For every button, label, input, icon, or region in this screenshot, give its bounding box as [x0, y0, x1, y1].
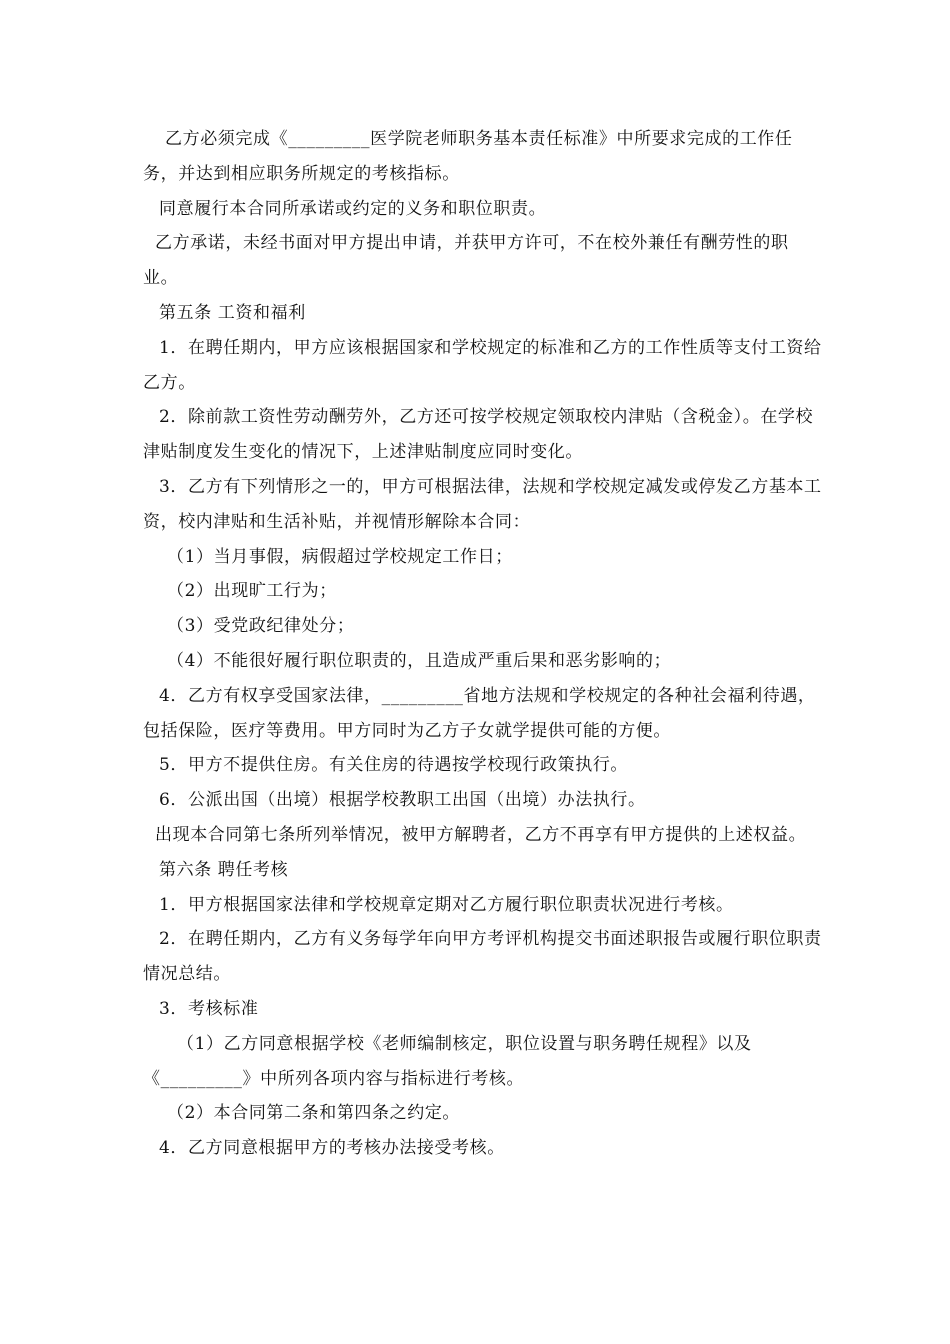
paragraph-5-2: 2．除前款工资性劳动酬劳外，乙方还可按学校规定领取校内津贴（含税金）。在学校津贴制度发生变化的情况下，上述津贴制度应同时变化。: [143, 407, 814, 463]
paragraph-6-1: 1．甲方根据国家法律和学校规章定期对乙方履行职位职责状况进行考核。: [159, 894, 734, 915]
paragraph-obligations: 同意履行本合同所承诺或约定的义务和职位职责。: [159, 198, 547, 219]
paragraph-dismissal-rights: 出现本合同第七条所列举情况，被甲方解聘者，乙方不再享有甲方提供的上述权益。: [155, 824, 807, 845]
section-heading-article-6: 第六条 聘任考核: [159, 859, 289, 880]
paragraph-5-5: 5．甲方不提供住房。有关住房的待遇按学校现行政策执行。: [159, 755, 629, 776]
paragraph-5-4: 4．乙方有权享受国家法律，_________省地方法规和学校规定的各种社会福利待遇，包括保险，医疗等费用。甲方同时为乙方子女就学提供可能的方便。: [143, 685, 816, 741]
paragraph-6-2: 2．在聘任期内，乙方有义务每学年向甲方考评机构提交书面述职报告或履行职位职责情况总结。: [143, 929, 822, 985]
list-item-6-3-1: （1）乙方同意根据学校《老师编制核定，职位设置与职务聘任规程》以及《_________》中所列各项内容与指标进行考核。: [143, 1033, 752, 1089]
paragraph-5-6: 6．公派出国（出境）根据学校教职工出国（出境）办法执行。: [159, 790, 646, 811]
document-body: [143, 122, 823, 1166]
section-heading-article-5: 第五条 工资和福利: [159, 302, 306, 323]
paragraph-task-standard: 乙方必须完成《_________医学院老师职务基本责任标准》中所要求完成的工作任务，并达到相应职务所规定的考核指标。: [143, 129, 793, 184]
list-item-6-3-2: （2）本合同第二条和第四条之约定。: [167, 1103, 461, 1124]
paragraph-5-3: 3．乙方有下列情形之一的，甲方可根据法律，法规和学校规定减发或停发乙方基本工资，校内津贴和生活补贴，并视情形解除本合同：: [143, 476, 822, 532]
paragraph-6-4: 4．乙方同意根据甲方的考核办法接受考核。: [159, 1138, 505, 1159]
list-item-5-3-2: （2）出现旷工行为；: [167, 581, 337, 602]
list-item-5-3-1: （1）当月事假，病假超过学校规定工作日；: [167, 546, 513, 567]
paragraph-6-3: 3．考核标准: [159, 998, 259, 1019]
paragraph-no-outside-work: 乙方承诺，未经书面对甲方提出申请，并获甲方许可，不在校外兼任有酬劳性的职业。: [143, 233, 789, 289]
paragraph-5-1: 1．在聘任期内，甲方应该根据国家和学校规定的标准和乙方的工作性质等支付工资给乙方。: [143, 337, 822, 393]
list-item-5-3-4: （4）不能很好履行职位职责的，且造成严重后果和恶劣影响的；: [167, 650, 672, 671]
list-item-5-3-3: （3）受党政纪律处分；: [167, 616, 355, 637]
